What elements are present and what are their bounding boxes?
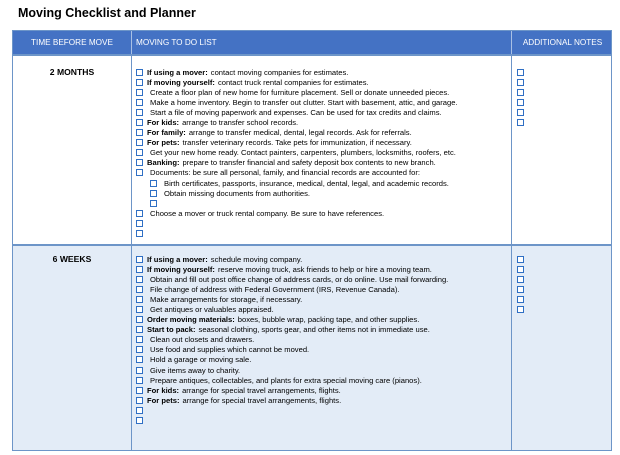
checkbox[interactable]: [136, 276, 143, 283]
checkbox[interactable]: [136, 336, 143, 343]
checkbox[interactable]: [136, 149, 143, 156]
checkbox[interactable]: [136, 346, 143, 353]
item-text: Get antiques or valuables appraised.: [150, 305, 274, 315]
item-label-bold: For pets:: [147, 395, 180, 405]
checkbox[interactable]: [517, 296, 524, 303]
checkbox[interactable]: [136, 89, 143, 96]
checklist-item: [136, 375, 511, 385]
checkbox[interactable]: [136, 79, 143, 86]
section-2-months: [13, 54, 611, 244]
item-text: Clean out closets and drawers.: [150, 335, 255, 345]
item-label-bold: For kids:: [147, 385, 180, 395]
item-text: arrange for special travel arrangements, flights.: [182, 395, 342, 405]
checkbox[interactable]: [517, 119, 524, 126]
item-text: Birth certificates, passports, insurance, medical, dental, legal, and academic records.: [164, 178, 449, 188]
checkbox[interactable]: [136, 129, 143, 136]
checkbox[interactable]: [136, 356, 143, 363]
checkbox[interactable]: [136, 256, 143, 263]
period-label: 2 MONTHS: [13, 56, 132, 244]
checkbox[interactable]: [136, 397, 143, 404]
item-text: contact moving companies for estimates.: [210, 67, 349, 77]
item-label-bold: For family:: [147, 128, 186, 138]
checkbox[interactable]: [150, 190, 157, 197]
checklist-item: [136, 274, 511, 284]
note-item: [517, 284, 613, 294]
item-text: schedule moving company.: [210, 254, 303, 264]
item-text: arrange to transfer school records.: [182, 118, 299, 128]
item-label-bold: For kids:: [147, 118, 180, 128]
checkbox[interactable]: [517, 256, 524, 263]
checkbox[interactable]: [136, 159, 143, 166]
item-text: transfer veterinary records. Take pets for immunization, if necessary.: [182, 138, 412, 148]
checklist-item: [136, 335, 511, 345]
note-item: [517, 77, 613, 87]
checkbox[interactable]: [517, 79, 524, 86]
checkbox[interactable]: [517, 109, 524, 116]
item-text: Prepare antiques, collectables, and plants for extra special moving care (pianos).: [150, 375, 422, 385]
item-text: boxes, bubble wrap, packing tape, and other supplies.: [237, 315, 420, 325]
note-item: [517, 254, 613, 264]
item-text: Obtain missing documents from authorities.: [164, 188, 311, 198]
checklist-item: [136, 168, 511, 178]
checkbox[interactable]: [136, 367, 143, 374]
checklist-item: [136, 405, 511, 415]
checklist-item: [136, 264, 511, 274]
checklist-item: [136, 284, 511, 294]
checkbox[interactable]: [136, 326, 143, 333]
checklist-item: [136, 395, 511, 405]
checklist-item: [136, 138, 511, 148]
item-label-bold: Start to pack:: [147, 325, 196, 335]
item-text: File change of address with Federal Government (IRS, Revenue Canada).: [150, 284, 400, 294]
checkbox[interactable]: [517, 276, 524, 283]
checkbox[interactable]: [136, 306, 143, 313]
checkbox[interactable]: [136, 139, 143, 146]
checklist-item: [136, 416, 511, 426]
checklist-item: [136, 198, 511, 208]
checklist-item: [136, 128, 511, 138]
todo-list: [132, 246, 512, 450]
checkbox[interactable]: [136, 69, 143, 76]
note-item: [517, 304, 613, 314]
checklist-item: [136, 158, 511, 168]
page-title: Moving Checklist and Planner: [18, 6, 196, 20]
note-item: [517, 97, 613, 107]
checklist-item: [136, 294, 511, 304]
item-label-bold: Order moving materials:: [147, 315, 235, 325]
checklist-item: [136, 87, 511, 97]
checklist-item: [136, 67, 511, 77]
item-label-bold: If moving yourself:: [147, 77, 215, 87]
checklist-item: [136, 188, 511, 198]
checkbox[interactable]: [136, 377, 143, 384]
checkbox[interactable]: [136, 286, 143, 293]
item-text: arrange for special travel arrangements, flights.: [182, 385, 341, 395]
checkbox[interactable]: [136, 109, 143, 116]
checkbox[interactable]: [136, 407, 143, 414]
checkbox[interactable]: [517, 286, 524, 293]
checklist-item: [136, 325, 511, 335]
notes-list: [512, 56, 613, 244]
checkbox[interactable]: [136, 266, 143, 273]
checkbox[interactable]: [136, 417, 143, 424]
checkbox[interactable]: [136, 387, 143, 394]
item-text: Get your new home ready. Contact painters, carpenters, plumbers, locksmiths, roofers, etc.: [150, 148, 456, 158]
item-text: Hold a garage or moving sale.: [150, 355, 252, 365]
checkbox[interactable]: [136, 169, 143, 176]
item-text: Start a file of moving paperwork and expenses. Can be used for tax credits and claims.: [150, 107, 442, 117]
checkbox[interactable]: [517, 306, 524, 313]
note-item: [517, 117, 613, 127]
item-label-bold: If moving yourself:: [147, 264, 215, 274]
checklist-item: [136, 178, 511, 188]
item-label-bold: If using a mover:: [147, 67, 208, 77]
note-item: [517, 107, 613, 117]
checklist-item: [136, 208, 511, 218]
checkbox[interactable]: [136, 220, 143, 227]
checklist-item: [136, 315, 511, 325]
section-6-weeks: [13, 244, 611, 450]
checkbox[interactable]: [136, 316, 143, 323]
item-text: Obtain and fill out post office change of address cards, or do online. Use mail forwarding.: [150, 274, 449, 284]
item-label-bold: If using a mover:: [147, 254, 208, 264]
checkbox[interactable]: [517, 99, 524, 106]
checkbox[interactable]: [517, 266, 524, 273]
checkbox[interactable]: [136, 296, 143, 303]
item-label-bold: For pets:: [147, 138, 180, 148]
checkbox[interactable]: [517, 89, 524, 96]
checkbox[interactable]: [150, 200, 157, 207]
checklist-item: [136, 254, 511, 264]
header-additional-notes: ADDITIONAL NOTES: [522, 38, 603, 47]
checklist-item: [136, 148, 511, 158]
checklist-item: [136, 345, 511, 355]
period-label: 6 WEEKS: [13, 246, 132, 450]
checklist-item: [136, 117, 511, 127]
checklist-table: [12, 30, 612, 451]
item-text: Make a home inventory. Begin to transfer out clutter. Start with basement, attic, and garage.: [150, 97, 458, 107]
checklist-item: [136, 304, 511, 314]
checklist-item: [136, 97, 511, 107]
item-text: Use food and supplies which cannot be moved.: [150, 345, 310, 355]
header-time-before-move: TIME BEFORE MOVE: [13, 31, 132, 54]
item-label-bold: Banking:: [147, 158, 180, 168]
checkbox[interactable]: [136, 99, 143, 106]
todo-list: [132, 56, 512, 244]
note-item: [517, 67, 613, 77]
checkbox[interactable]: [136, 119, 143, 126]
note-item: [517, 274, 613, 284]
checkbox[interactable]: [136, 230, 143, 237]
checkbox[interactable]: [150, 180, 157, 187]
item-text: Documents: be sure all personal, family, and financial records are accounted for:: [150, 168, 420, 178]
checklist-item: [136, 385, 511, 395]
item-text: seasonal clothing, sports gear, and other items not in immediate use.: [198, 325, 430, 335]
checklist-item: [136, 218, 511, 228]
item-text: Give items away to charity.: [150, 365, 241, 375]
notes-list: [512, 246, 613, 450]
item-text: prepare to transfer financial and safety deposit box contents to new branch.: [182, 158, 436, 168]
note-item: [517, 294, 613, 304]
item-text: Choose a mover or truck rental company. Be sure to have references.: [150, 208, 385, 218]
item-text: contact truck rental companies for estimates.: [217, 77, 369, 87]
checklist-item: [136, 229, 511, 239]
table-header: [13, 31, 611, 54]
item-text: Create a floor plan of new home for furniture placement. Sell or donate unneeded pieces.: [150, 87, 450, 97]
checklist-item: [136, 77, 511, 87]
note-item: [517, 264, 613, 274]
note-item: [517, 87, 613, 97]
header-moving-to-do-list: MOVING TO DO LIST: [132, 31, 512, 54]
item-text: arrange to transfer medical, dental, legal records. Ask for referrals.: [188, 128, 412, 138]
checklist-item: [136, 365, 511, 375]
checklist-item: [136, 355, 511, 365]
item-text: reserve moving truck, ask friends to help or hire a moving team.: [217, 264, 432, 274]
checkbox[interactable]: [517, 69, 524, 76]
item-text: Make arrangements for storage, if necessary.: [150, 294, 303, 304]
checklist-item: [136, 107, 511, 117]
checkbox[interactable]: [136, 210, 143, 217]
